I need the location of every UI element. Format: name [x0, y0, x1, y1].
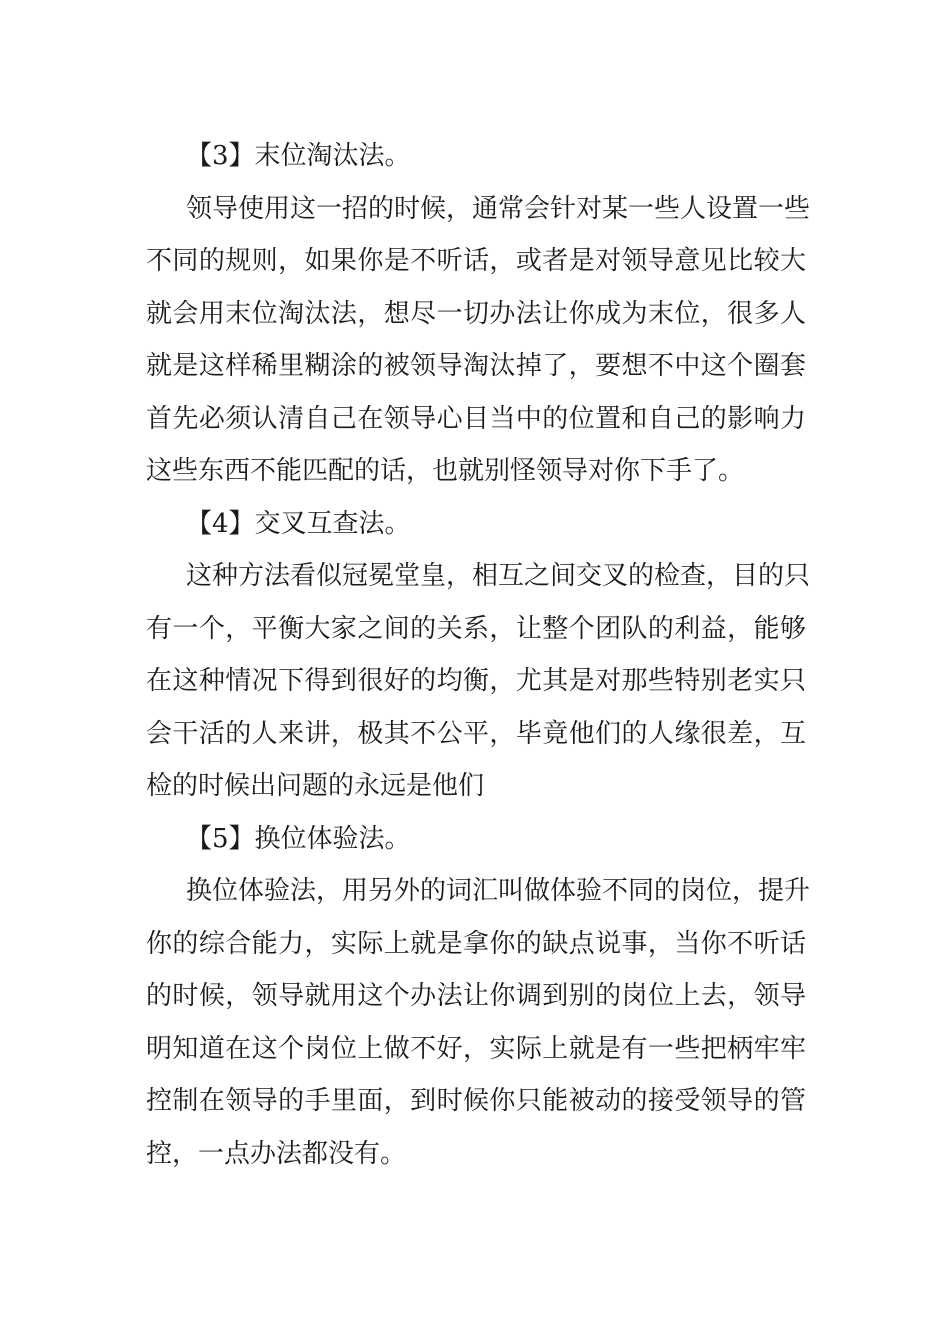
paragraph-line: 不同的规则，如果你是不听话，或者是对领导意见比较大	[146, 246, 806, 276]
paragraph-line: 有一个，平衡大家之间的关系，让整个团队的利益，能够	[146, 613, 806, 644]
section-paragraph	[146, 865, 811, 1180]
paragraph-line: 你的综合能力，实际上就是拿你的缺点说事，当你不听话	[146, 928, 806, 959]
paragraph-line: 在这种情况下得到很好的均衡，尤其是对那些特别老实只	[146, 666, 806, 696]
section-4	[146, 498, 811, 813]
paragraph-line: 会干活的人来讲，极其不公平，毕竟他们的人缘很差，互	[146, 718, 806, 749]
section-5	[146, 813, 811, 1181]
paragraph-line: 的时候，领导就用这个办法让你调到别的岗位上去，领导	[146, 981, 806, 1011]
section-paragraph	[146, 183, 811, 498]
paragraph-line: 就是这样稀里糊涂的被领导淘汰掉了，要想不中这个圈套	[146, 351, 806, 381]
paragraph-line: 换位体验法，用另外的词汇叫做体验不同的岗位，提升	[186, 876, 811, 906]
paragraph-line: 检的时候出问题的永远是他们	[146, 771, 485, 801]
section-paragraph	[146, 550, 811, 813]
paragraph-line: 控制在领导的手里面，到时候你只能被动的接受领导的管	[146, 1086, 806, 1116]
section-heading: 【3】末位淘汰法。	[186, 141, 411, 171]
section-3	[146, 130, 811, 498]
paragraph-line: 这些东西不能匹配的话，也就别怪领导对你下手了。	[146, 456, 745, 486]
paragraph-line: 明知道在这个岗位上做不好，实际上就是有一些把柄牢牢	[146, 1033, 806, 1064]
section-heading: 【5】换位体验法。	[186, 823, 411, 854]
document-body	[146, 130, 811, 1180]
paragraph-line: 控，一点办法都没有。	[146, 1138, 407, 1169]
paragraph-line: 就会用末位淘汰法，想尽一切办法让你成为末位，很多人	[146, 298, 806, 329]
paragraph-line: 首先必须认清自己在领导心目当中的位置和自己的影响力	[146, 403, 806, 434]
paragraph-line: 领导使用这一招的时候，通常会针对某一些人设置一些	[186, 193, 811, 224]
section-heading: 【4】交叉互查法。	[186, 508, 411, 539]
paragraph-line: 这种方法看似冠冕堂皇，相互之间交叉的检查，目的只	[186, 561, 811, 591]
